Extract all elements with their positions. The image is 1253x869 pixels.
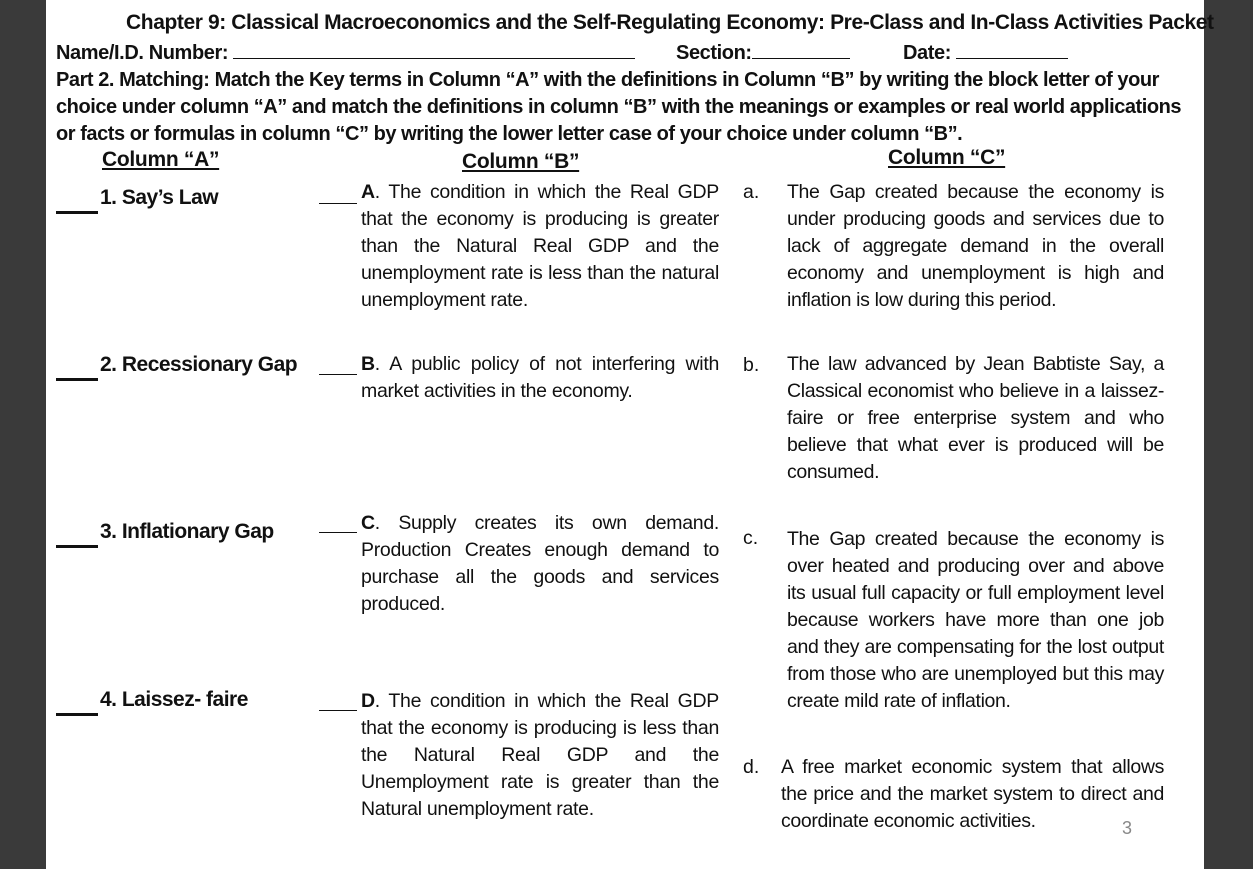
section-blank[interactable] (752, 40, 850, 59)
definition-letter: A (361, 181, 375, 203)
definition-b (361, 351, 719, 405)
definition-letter: B (361, 353, 375, 375)
answer-blank-a-1[interactable] (56, 211, 98, 214)
answer-blank-b-2[interactable] (319, 374, 357, 375)
column-a-header: Column “A” (102, 148, 220, 171)
name-label: Name/I.D. Number: (56, 42, 229, 64)
answer-blank-b-3[interactable] (319, 532, 357, 533)
instructions: Part 2. Matching: Match the Key terms in Column “A” with the definitions in Column “B” by writing the block letter of your choice under column “A” and match the definitions in column “B” with the meanings or examples or real world applications or facts or formulas in column “C” by writing the lower letter case of your choice under column “B”. (56, 69, 1182, 145)
date-field[interactable] (903, 40, 1068, 65)
definition-text: . The condition in which the Real GDP that the economy is producing is greater than the Natural Real GDP and the unemployment rate is less than the natural unemployment rate. (361, 181, 719, 311)
definition-a (361, 179, 719, 314)
definition-c (361, 510, 719, 618)
answer-blank-a-3[interactable] (56, 545, 98, 548)
answer-blank-a-2[interactable] (56, 378, 98, 381)
answer-blank-b-4[interactable] (319, 710, 357, 711)
date-blank[interactable] (956, 40, 1068, 59)
name-field[interactable] (56, 40, 635, 65)
section-label: Section: (676, 42, 752, 64)
page-title: Chapter 9: Classical Macroeconomics and the Self-Regulating Economy: Pre-Class and In-Class Activities Packet (126, 11, 1214, 34)
section-field[interactable] (676, 40, 850, 65)
meaning-letter-c: c. (743, 527, 759, 549)
column-b-header: Column “B” (462, 150, 580, 173)
term-4: 4. Laissez- faire (100, 688, 248, 711)
meaning-letter-d: d. (743, 756, 760, 778)
definition-d (361, 688, 719, 823)
term-3: 3. Inflationary Gap (100, 520, 274, 543)
term-1: 1. Say’s Law (100, 186, 219, 209)
definition-letter: C (361, 512, 375, 534)
column-c-header: Column “C” (888, 146, 1006, 169)
meaning-letter-b: b. (743, 354, 760, 376)
answer-blank-b-1[interactable] (319, 203, 357, 204)
meaning-c: The Gap created because the economy is over heated and producing over and above its usual full capacity or full employment level because workers have more than one job and they are compensating for the lost output from those who are unemployed but this may create mild rate of inflation. (787, 528, 1164, 712)
meaning-a: The Gap created because the economy is under producing goods and services due to lack of aggregate demand in the overall economy and unemployment is high and inflation is low during this period. (787, 181, 1164, 311)
meaning-d: A free market economic system that allows the price and the market system to direct and coordinate economic activities. (781, 756, 1164, 832)
definition-letter: D (361, 690, 375, 712)
definition-text: . Supply creates its own demand. Production Creates enough demand to purchase all the goods and services produced. (361, 512, 719, 615)
meaning-letter-a: a. (743, 181, 760, 203)
definition-text: . A public policy of not interfering with market activities in the economy. (361, 353, 719, 402)
document-page (46, 0, 1214, 869)
term-2: 2. Recessionary Gap (100, 353, 298, 376)
answer-blank-a-4[interactable] (56, 713, 98, 716)
name-blank[interactable] (233, 40, 635, 59)
date-label: Date: (903, 42, 952, 64)
page-number: 3 (1122, 818, 1133, 838)
definition-text: . The condition in which the Real GDP that the economy is producing is less than the Natural Real GDP and the Unemployment rate is greater than the Natural unemployment rate. (361, 690, 719, 820)
meaning-b: The law advanced by Jean Babtiste Say, a Classical economist who believe in a laissez-faire or free enterprise system and who believe that what ever is produced will be consumed. (787, 353, 1164, 483)
